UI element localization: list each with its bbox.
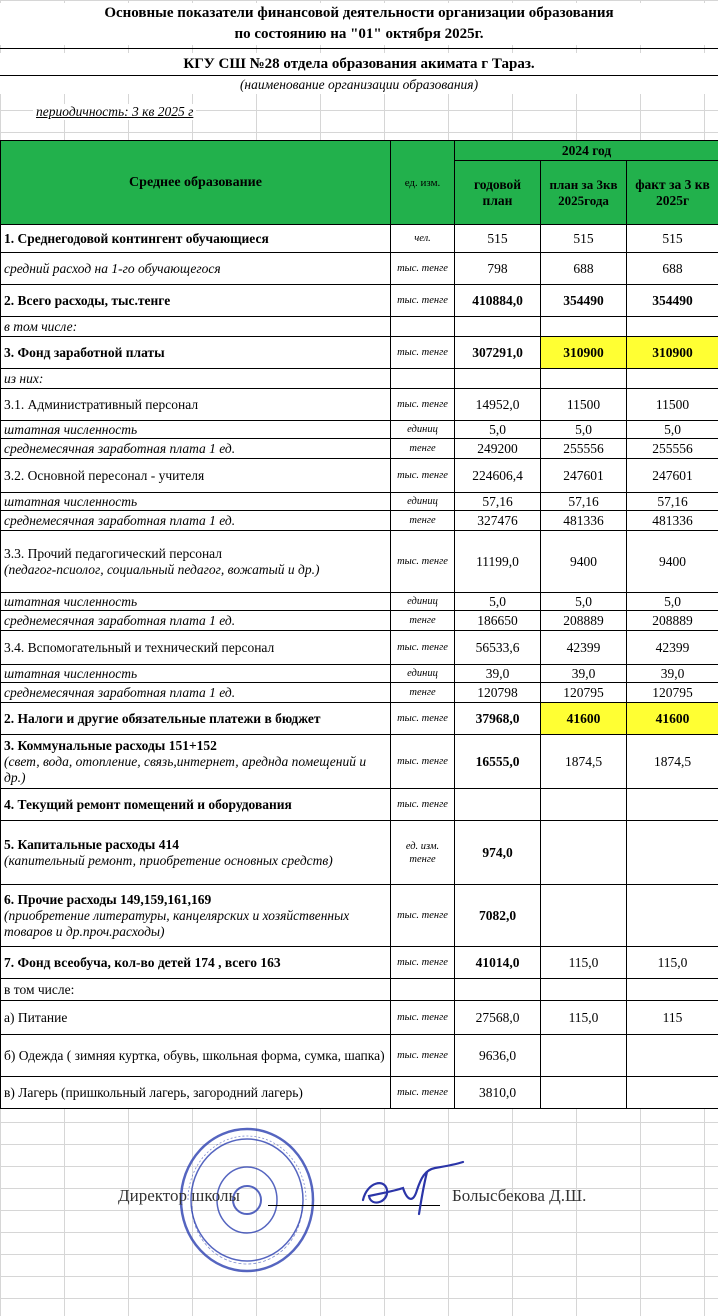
row-label-text: 3. Фонд заработной платы xyxy=(4,344,165,360)
periodicity: периодичность: 3 кв 2025 г xyxy=(33,104,196,120)
value-plan-q xyxy=(541,979,627,1001)
value-fact: 115 xyxy=(627,1001,718,1035)
table-row xyxy=(1,631,718,665)
value-plan-q: 310900 xyxy=(541,337,627,369)
table-row xyxy=(1,665,718,683)
value-plan-q: 354490 xyxy=(541,285,627,317)
row-label-text: средний расход на 1-го обучающегося xyxy=(4,260,221,276)
value-fact xyxy=(627,821,718,885)
value-plan-year: 974,0 xyxy=(455,821,541,885)
row-unit xyxy=(391,369,455,389)
value-plan-year: 186650 xyxy=(455,611,541,631)
row-label xyxy=(1,1077,391,1109)
value-fact: 9400 xyxy=(627,531,718,593)
row-label-text: 1. Среднегодовой контингент обучающиеся xyxy=(4,230,269,246)
value-plan-q: 5,0 xyxy=(541,421,627,439)
value-plan-year: 327476 xyxy=(455,511,541,531)
value-fact: 310900 xyxy=(627,337,718,369)
row-label xyxy=(1,439,391,459)
table-row xyxy=(1,337,718,369)
row-label xyxy=(1,389,391,421)
row-unit xyxy=(391,979,455,1001)
row-unit: единиц xyxy=(391,421,455,439)
value-plan-year: 56533,6 xyxy=(455,631,541,665)
row-label xyxy=(1,531,391,593)
value-plan-q xyxy=(541,317,627,337)
row-unit: тыс. тенге xyxy=(391,631,455,665)
table-row xyxy=(1,317,718,337)
table-row xyxy=(1,735,718,789)
row-label-text: из них: xyxy=(4,370,44,386)
row-label xyxy=(1,947,391,979)
row-label-text: в том числе: xyxy=(4,318,78,334)
org-caption: (наименование организации образования) xyxy=(0,76,718,94)
table-row xyxy=(1,253,718,285)
value-plan-year: 39,0 xyxy=(455,665,541,683)
value-fact: 120795 xyxy=(627,683,718,703)
row-label-text: штатная численность xyxy=(4,421,138,437)
table-row xyxy=(1,821,718,885)
value-plan-q xyxy=(541,1077,627,1109)
row-unit: чел. xyxy=(391,225,455,253)
row-label-text: среднемесячная заработная плата 1 ед. xyxy=(4,440,236,456)
value-plan-q: 688 xyxy=(541,253,627,285)
value-fact: 688 xyxy=(627,253,718,285)
director-signature xyxy=(357,1160,467,1216)
org-name: КГУ СШ №28 отдела образования акимата г Тараз. xyxy=(0,53,718,75)
table-row xyxy=(1,593,718,611)
row-label xyxy=(1,821,391,885)
title-line-1: Основные показатели финансовой деятельности организации образования xyxy=(104,5,614,21)
row-unit: тенге xyxy=(391,683,455,703)
value-plan-year: 3810,0 xyxy=(455,1077,541,1109)
table-row xyxy=(1,285,718,317)
value-plan-year: 307291,0 xyxy=(455,337,541,369)
row-label-text: среднемесячная заработная плата 1 ед. xyxy=(4,512,236,528)
value-plan-q: 39,0 xyxy=(541,665,627,683)
value-plan-year: 515 xyxy=(455,225,541,253)
row-label xyxy=(1,611,391,631)
row-label-text: 2. Всего расходы, тыс.тенге xyxy=(4,292,171,308)
row-label-text: 4. Текущий ремонт помещений и оборудования xyxy=(4,796,292,812)
value-plan-q xyxy=(541,885,627,947)
row-unit: тыс. тенге xyxy=(391,459,455,493)
value-fact: 57,16 xyxy=(627,493,718,511)
value-plan-year: 57,16 xyxy=(455,493,541,511)
value-plan-year: 7082,0 xyxy=(455,885,541,947)
row-label-text: 7. Фонд всеобуча, кол-во детей 174 , всего 163 xyxy=(4,954,281,970)
row-label-text: 3. Коммунальные расходы 151+152 xyxy=(4,737,217,753)
row-label xyxy=(1,1035,391,1077)
value-fact: 354490 xyxy=(627,285,718,317)
row-label-text: 3.4. Вспомогательный и технический персонал xyxy=(4,639,275,655)
row-unit: тыс. тенге xyxy=(391,789,455,821)
value-fact: 42399 xyxy=(627,631,718,665)
value-plan-q: 41600 xyxy=(541,703,627,735)
finance-table xyxy=(0,140,718,1109)
value-plan-q: 515 xyxy=(541,225,627,253)
row-label xyxy=(1,369,391,389)
value-fact: 1874,5 xyxy=(627,735,718,789)
row-label xyxy=(1,631,391,665)
table-row xyxy=(1,439,718,459)
value-plan-year: 410884,0 xyxy=(455,285,541,317)
row-label xyxy=(1,683,391,703)
table-row xyxy=(1,1077,718,1109)
table-row xyxy=(1,369,718,389)
value-plan-year: 11199,0 xyxy=(455,531,541,593)
row-unit xyxy=(391,317,455,337)
table-row xyxy=(1,531,718,593)
col-header-main: Среднее образование xyxy=(1,141,391,225)
table-row xyxy=(1,421,718,439)
row-unit: тыс. тенге xyxy=(391,947,455,979)
value-plan-q: 57,16 xyxy=(541,493,627,511)
row-label xyxy=(1,665,391,683)
row-label xyxy=(1,225,391,253)
row-unit: тыс. тенге xyxy=(391,337,455,369)
row-unit: тыс. тенге xyxy=(391,885,455,947)
value-plan-q: 42399 xyxy=(541,631,627,665)
table-row xyxy=(1,947,718,979)
value-plan-q: 115,0 xyxy=(541,1001,627,1035)
row-label-text: штатная численность xyxy=(4,665,138,681)
row-unit: тыс. тенге xyxy=(391,285,455,317)
col-header-plan-year: годовой план xyxy=(455,161,541,225)
value-plan-year: 16555,0 xyxy=(455,735,541,789)
value-plan-q xyxy=(541,1035,627,1077)
value-plan-q: 1874,5 xyxy=(541,735,627,789)
row-unit: ед. изм. тенге xyxy=(391,821,455,885)
value-fact: 247601 xyxy=(627,459,718,493)
value-plan-q xyxy=(541,369,627,389)
row-unit: тыс. тенге xyxy=(391,389,455,421)
value-plan-q: 120795 xyxy=(541,683,627,703)
row-unit: тыс. тенге xyxy=(391,1001,455,1035)
table-row xyxy=(1,225,718,253)
value-plan-q: 11500 xyxy=(541,389,627,421)
value-fact: 255556 xyxy=(627,439,718,459)
row-label-text: среднемесячная заработная плата 1 ед. xyxy=(4,684,236,700)
value-plan-year: 37968,0 xyxy=(455,703,541,735)
director-label: Директор школы xyxy=(118,1186,240,1205)
row-label-text: штатная численность xyxy=(4,493,138,509)
value-plan-year: 798 xyxy=(455,253,541,285)
value-fact: 5,0 xyxy=(627,421,718,439)
table-row xyxy=(1,511,718,531)
value-plan-year xyxy=(455,979,541,1001)
value-fact xyxy=(627,979,718,1001)
value-fact: 41600 xyxy=(627,703,718,735)
row-label xyxy=(1,593,391,611)
row-unit: единиц xyxy=(391,665,455,683)
row-label-note: (свет, вода, отопление, связь,интернет, ареднда помещений и др.) xyxy=(4,753,367,785)
value-plan-year: 249200 xyxy=(455,439,541,459)
table-row xyxy=(1,979,718,1001)
value-fact xyxy=(627,369,718,389)
row-label-text: 3.1. Административный персонал xyxy=(4,396,199,412)
table-row xyxy=(1,683,718,703)
row-label xyxy=(1,735,391,789)
value-plan-year xyxy=(455,317,541,337)
value-plan-year: 27568,0 xyxy=(455,1001,541,1035)
value-plan-q xyxy=(541,821,627,885)
value-plan-year xyxy=(455,789,541,821)
row-unit: тыс. тенге xyxy=(391,735,455,789)
value-fact: 481336 xyxy=(627,511,718,531)
row-label-text: в) Лагерь (пришкольный лагерь, загородний лагерь) xyxy=(4,1084,303,1100)
row-unit: тыс. тенге xyxy=(391,703,455,735)
table-row xyxy=(1,1035,718,1077)
row-unit: тенге xyxy=(391,611,455,631)
row-label xyxy=(1,337,391,369)
report-title xyxy=(0,3,718,45)
row-label xyxy=(1,285,391,317)
row-label xyxy=(1,421,391,439)
row-unit: единиц xyxy=(391,593,455,611)
value-fact xyxy=(627,1035,718,1077)
row-label-text: 3.3. Прочий педагогический персонал xyxy=(4,545,223,561)
value-fact: 208889 xyxy=(627,611,718,631)
value-fact: 11500 xyxy=(627,389,718,421)
value-fact xyxy=(627,317,718,337)
table-row xyxy=(1,885,718,947)
value-plan-q: 208889 xyxy=(541,611,627,631)
value-fact xyxy=(627,885,718,947)
row-label xyxy=(1,253,391,285)
row-label-text: 3.2. Основной пересонал - учителя xyxy=(4,467,205,483)
row-label-note: (приобретение литературы, канцелярских и хозяйственных товаров и др.проч.расходы) xyxy=(4,907,350,939)
value-fact: 39,0 xyxy=(627,665,718,683)
table-row xyxy=(1,789,718,821)
value-plan-year: 5,0 xyxy=(455,421,541,439)
value-fact: 115,0 xyxy=(627,947,718,979)
value-plan-year: 224606,4 xyxy=(455,459,541,493)
row-unit: тыс. тенге xyxy=(391,531,455,593)
value-plan-q: 247601 xyxy=(541,459,627,493)
value-plan-q: 481336 xyxy=(541,511,627,531)
row-label xyxy=(1,317,391,337)
row-unit: тыс. тенге xyxy=(391,1035,455,1077)
col-header-plan-q: план за 3кв 2025года xyxy=(541,161,627,225)
col-header-fact: факт за 3 кв 2025г xyxy=(627,161,718,225)
value-plan-year xyxy=(455,369,541,389)
value-plan-year: 120798 xyxy=(455,683,541,703)
table-row xyxy=(1,389,718,421)
value-plan-year: 41014,0 xyxy=(455,947,541,979)
row-unit: тыс. тенге xyxy=(391,253,455,285)
table-row xyxy=(1,493,718,511)
value-plan-q: 115,0 xyxy=(541,947,627,979)
col-header-unit: ед. изм. xyxy=(391,141,455,225)
value-plan-q: 255556 xyxy=(541,439,627,459)
value-plan-q xyxy=(541,789,627,821)
row-label xyxy=(1,459,391,493)
row-label xyxy=(1,789,391,821)
row-label-text: штатная численность xyxy=(4,593,138,609)
row-label xyxy=(1,703,391,735)
divider xyxy=(0,48,718,49)
row-label-text: в том числе: xyxy=(4,981,75,997)
title-line-2: по состоянию на "01" октября 2025г. xyxy=(234,26,484,42)
value-fact xyxy=(627,789,718,821)
row-label xyxy=(1,511,391,531)
table-row xyxy=(1,459,718,493)
row-unit: единиц xyxy=(391,493,455,511)
table-row xyxy=(1,703,718,735)
row-unit: тенге xyxy=(391,511,455,531)
value-fact xyxy=(627,1077,718,1109)
table-row xyxy=(1,611,718,631)
row-label xyxy=(1,493,391,511)
table-row xyxy=(1,1001,718,1035)
row-label xyxy=(1,1001,391,1035)
director-name: Болысбекова Д.Ш. xyxy=(452,1186,587,1205)
row-label-text: 2. Налоги и другие обязательные платежи в бюджет xyxy=(4,710,321,726)
value-fact: 515 xyxy=(627,225,718,253)
value-plan-q: 9400 xyxy=(541,531,627,593)
value-plan-year: 14952,0 xyxy=(455,389,541,421)
row-label-note: (педагог-псиолог, социальный педагог, вожатый и др.) xyxy=(4,561,320,577)
row-label-text: среднемесячная заработная плата 1 ед. xyxy=(4,612,236,628)
row-label xyxy=(1,979,391,1001)
row-label-note: (капительный ремонт, приобретение основных средств) xyxy=(4,852,333,868)
row-label-text: б) Одежда ( зимняя куртка, обувь, школьная форма, сумка, шапка) xyxy=(4,1047,385,1063)
value-plan-year: 5,0 xyxy=(455,593,541,611)
row-unit: тенге xyxy=(391,439,455,459)
row-label-text: а) Питание xyxy=(4,1009,68,1025)
row-label-text: 6. Прочие расходы 149,159,161,169 xyxy=(4,891,212,907)
value-fact: 5,0 xyxy=(627,593,718,611)
value-plan-year: 9636,0 xyxy=(455,1035,541,1077)
value-plan-q: 5,0 xyxy=(541,593,627,611)
row-unit: тыс. тенге xyxy=(391,1077,455,1109)
row-label xyxy=(1,885,391,947)
row-label-text: 5. Капитальные расходы 414 xyxy=(4,836,179,852)
col-header-group: 2024 год xyxy=(455,141,718,161)
